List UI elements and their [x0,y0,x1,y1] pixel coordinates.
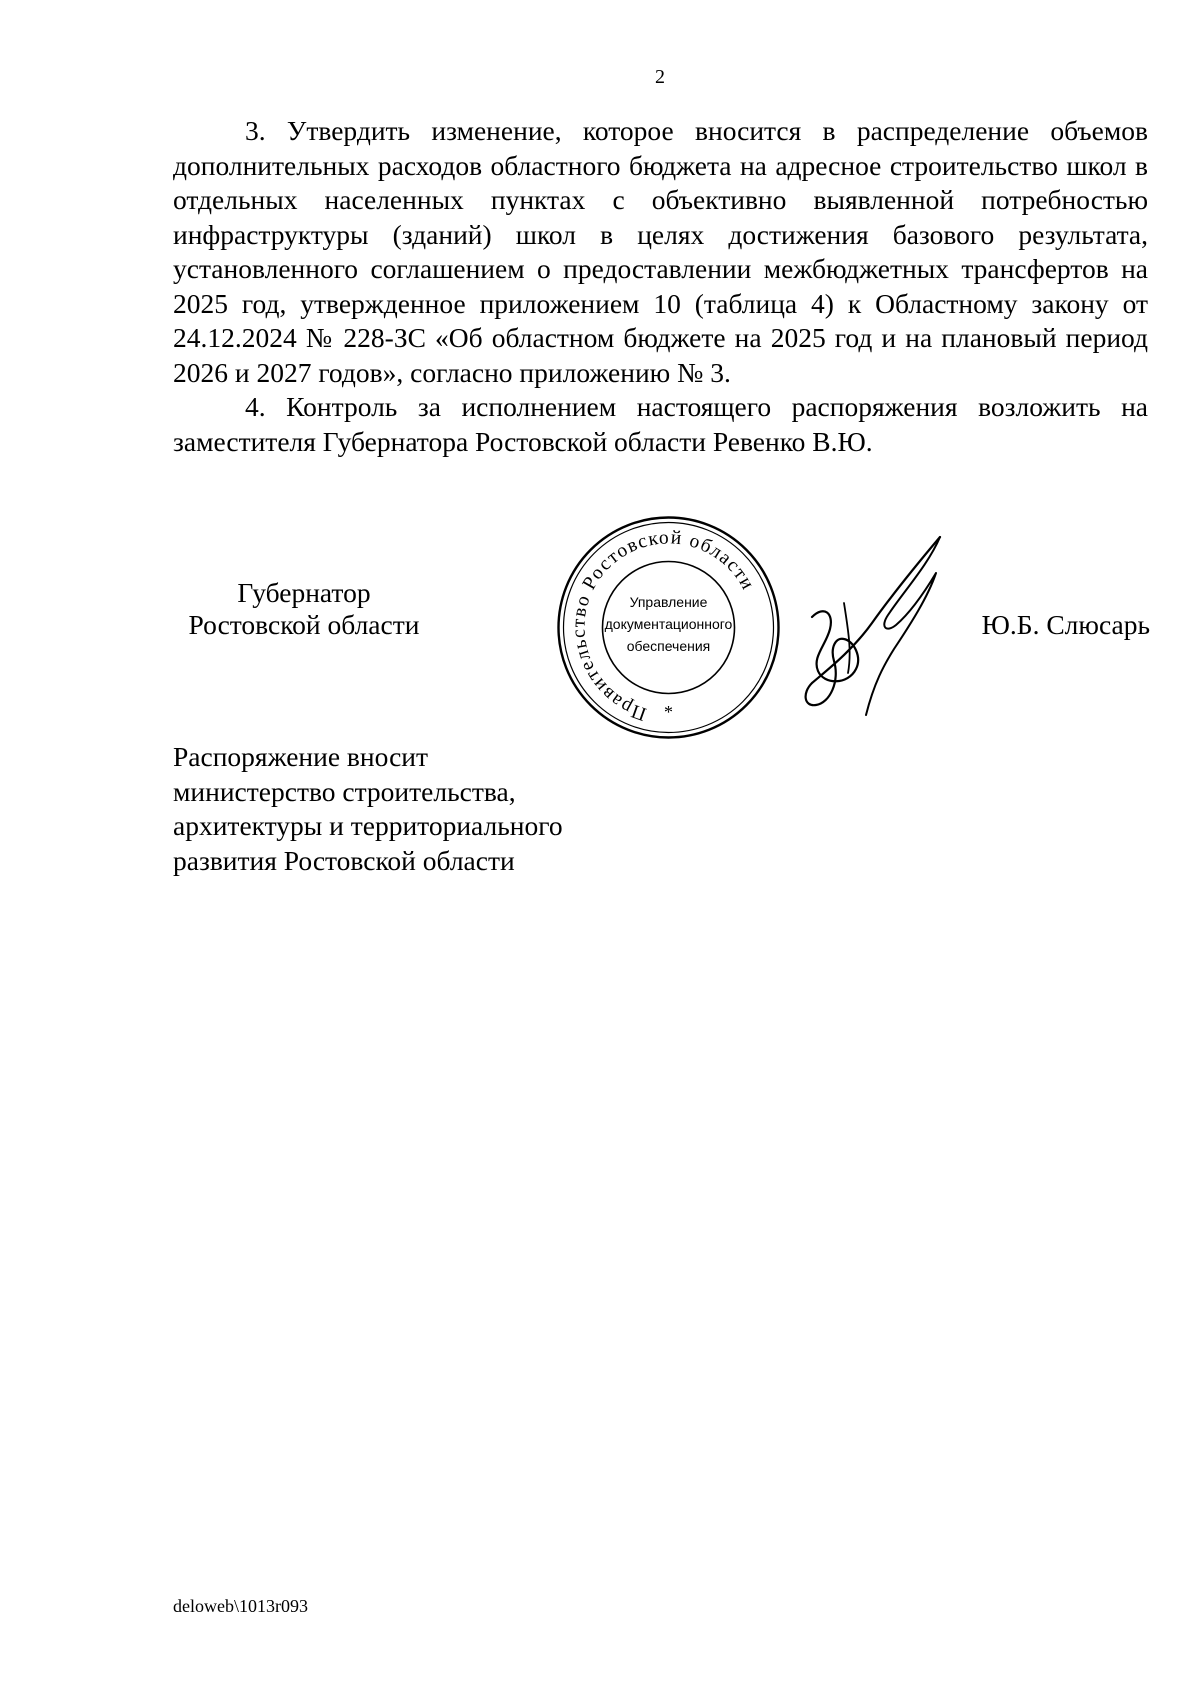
signatory-name: Ю.Б. Слюсарь [981,609,1150,640]
initiator-line-3: архитектуры и территориального [173,810,563,841]
seal-line-2: документационного [604,616,733,632]
initiator-line-4: развития Ростовской области [173,844,515,876]
seal-line-3: обеспечения [626,638,711,654]
paragraph-3: 3. Утвердить изменение, которое вносится в распределение объемов дополнительных расходов областного бюджета на адресное строительство школ в отдельных населенных пунктах с объективно выявленной потребностью инфраструктуры (зданий) школ в целях достижения базового результата, установленного соглашением о предоставлении межбюджетных трансфертов на 2025 год, утвержденное приложением 10 (таблица 4) к Областному закону от 24.12.2024 № 228-ЗС «Об областном бюджете на 2025 год и на плановый период 2026 и 2027 годов», согласно приложению № 3. [173,115,1148,388]
official-seal-icon [557,516,780,739]
seal-outer-text: Правительство Ростовской области [568,527,759,725]
position-line-1: Губернатор [237,577,371,608]
position-line-2: Ростовской области [188,609,420,640]
seal-star: * [664,702,673,722]
paragraph-4: 4. Контроль за исполнением настоящего распоряжения возложить на заместителя Губернатора Ростовской области Ревенко В.Ю. [173,391,1148,457]
file-reference: deloweb\1013r093 [173,1596,308,1616]
seal-line-1: Управление [629,594,708,610]
handwritten-signature-icon [800,533,950,718]
initiator-note [173,740,563,878]
svg-text:Правительство Ростовской облас [568,527,758,724]
order-text [173,114,1148,459]
signatory-position [172,577,436,641]
initiator-line-2: министерство строительства, [173,775,516,807]
page-number: 2 [655,66,665,88]
initiator-line-1: Распоряжение вносит [173,741,429,772]
